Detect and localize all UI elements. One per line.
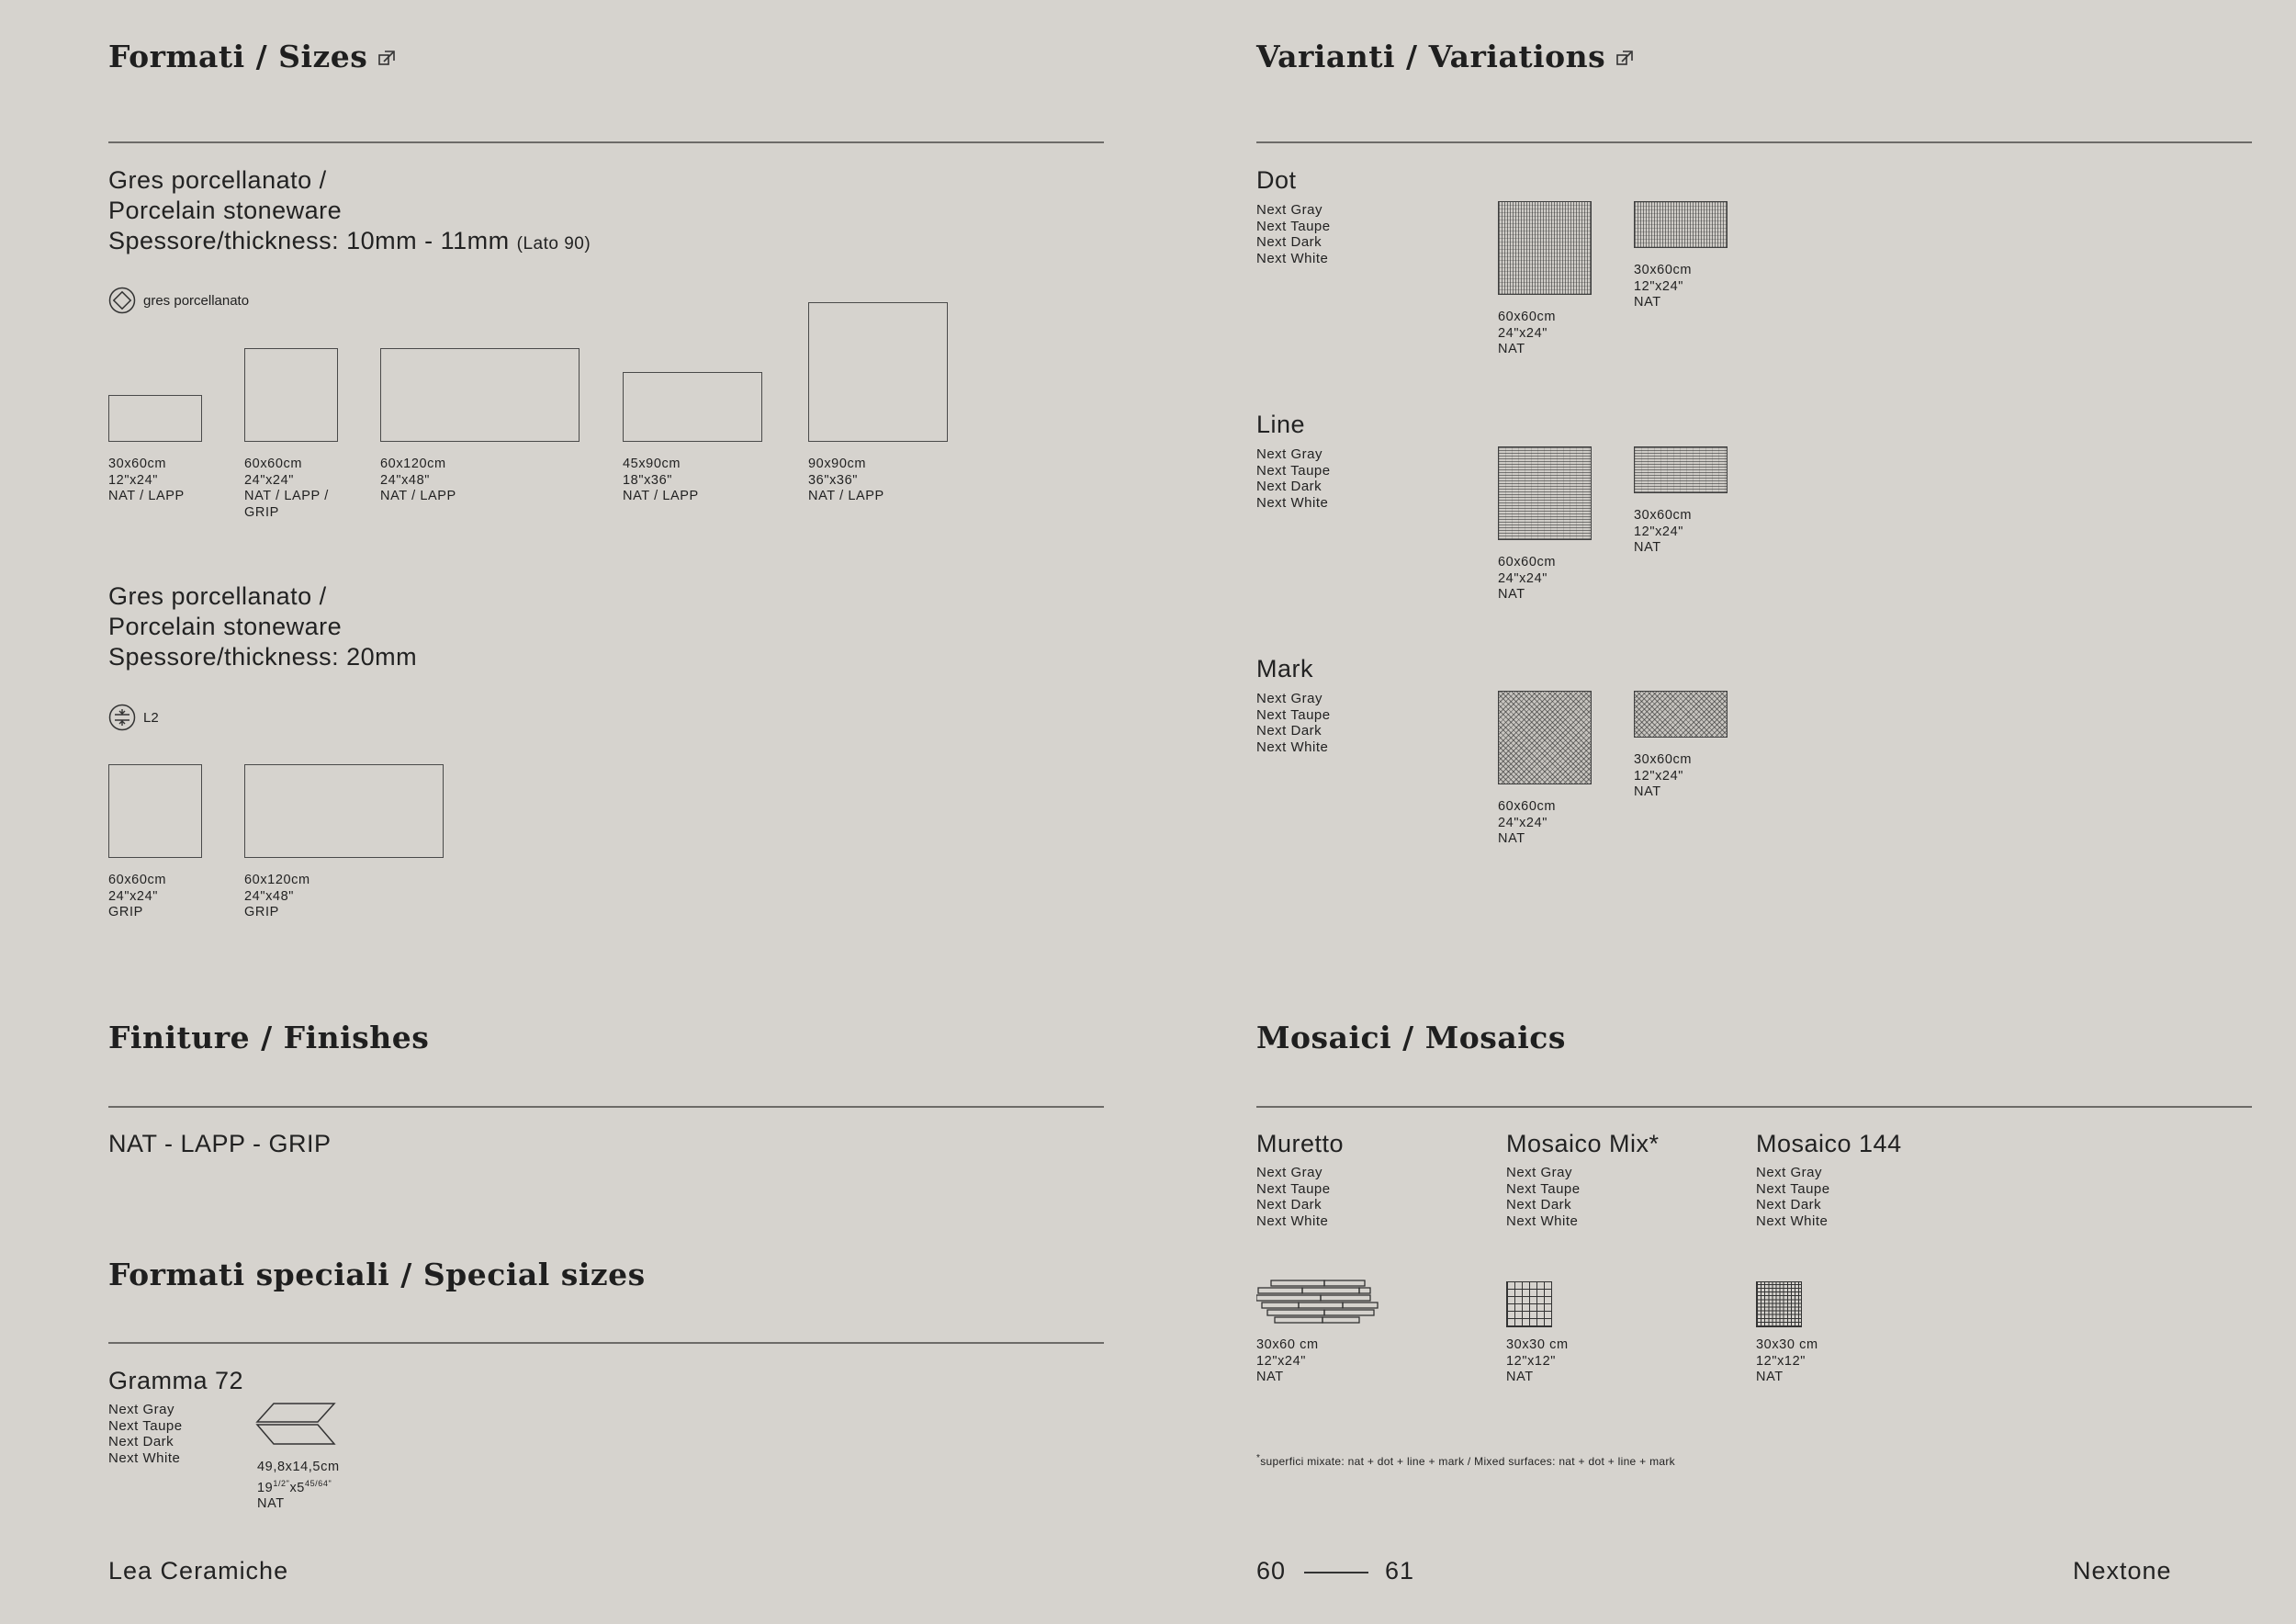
page-number-separator (1304, 1572, 1368, 1573)
badge-gres: gres porcellanato (108, 287, 249, 314)
size-box-20mm-60x120 (244, 764, 444, 858)
l2-thickness-icon (108, 704, 136, 731)
size-label-20mm-60x60: 60x60cm 24"x24" GRIP (108, 873, 167, 919)
mosaic-144-colors: Next Gray Next Taupe Next Dark Next White (1756, 1165, 1830, 1229)
variant-dot-name: Dot (1256, 166, 1297, 194)
variant-mark-colors: Next Gray Next Taupe Next Dark Next White (1256, 691, 1331, 755)
mosaic-mix-size: 30x30 cm 12"x12" NAT (1506, 1337, 1569, 1384)
dot-tile-60x60 (1498, 201, 1592, 295)
size-box-60x120 (380, 348, 580, 442)
divider (1256, 141, 2252, 143)
gramma-size: 49,8x14,5cm $19^{1/2"}x5^{45/64"}$ NAT (257, 1460, 340, 1511)
size-box-90x90 (808, 302, 948, 442)
line-size-small: 30x60cm 12"x24" NAT (1634, 508, 1693, 555)
dot-size-big: 60x60cm 24"x24" NAT (1498, 310, 1557, 356)
mosaic-mix-grid-icon (1506, 1281, 1552, 1327)
mosaic-mix-colors: Next Gray Next Taupe Next Dark Next White (1506, 1165, 1581, 1229)
mosaic-footnote: *superfici mixate: nat + dot + line + mark / Mixed surfaces: nat + dot + line + mark (1256, 1453, 1675, 1468)
mosaic-144-name: Mosaico 144 (1756, 1130, 1902, 1157)
size-label-60x120: 60x120cm 24"x48" NAT / LAPP (380, 457, 456, 503)
finishes-value: NAT - LAPP - GRIP (108, 1130, 332, 1157)
mark-size-big: 60x60cm 24"x24" NAT (1498, 799, 1557, 846)
external-link-icon[interactable] (1615, 49, 1635, 69)
size-label-30x60: 30x60cm 12"x24" NAT / LAPP (108, 457, 185, 503)
footer-collection: Nextone (2073, 1557, 2172, 1585)
variant-mark-name: Mark (1256, 655, 1313, 682)
badge-l2: L2 (108, 704, 159, 731)
line-tile-30x60 (1634, 446, 1728, 493)
divider (108, 1106, 1104, 1108)
size-box-20mm-60x60 (108, 764, 202, 858)
section-title-speciali: Formati speciali / Special sizes (108, 1257, 646, 1292)
variant-dot-colors: Next Gray Next Taupe Next Dark Next White (1256, 202, 1331, 266)
size-box-30x60 (108, 395, 202, 442)
size-label-90x90: 90x90cm 36"x36" NAT / LAPP (808, 457, 884, 503)
section-title-varianti: Varianti / Variations (1256, 39, 1635, 74)
mosaic-muretto-name: Muretto (1256, 1130, 1345, 1157)
section-title-finiture: Finiture / Finishes (108, 1020, 430, 1055)
size-label-20mm-60x120: 60x120cm 24"x48" GRIP (244, 873, 310, 919)
dot-tile-30x60 (1634, 201, 1728, 248)
line-tile-60x60 (1498, 446, 1592, 540)
block2-heading: Gres porcellanato / Porcelain stoneware Spessore/thickness: 20mm (108, 582, 418, 671)
divider (108, 1342, 1104, 1344)
section-title-formati: Formati / Sizes (108, 39, 397, 74)
mosaic-144-size: 30x30 cm 12"x12" NAT (1756, 1337, 1818, 1384)
gramma-chevron-icon (255, 1402, 338, 1448)
divider (108, 141, 1104, 143)
dot-size-small: 30x60cm 12"x24" NAT (1634, 263, 1693, 310)
size-label-45x90: 45x90cm 18"x36" NAT / LAPP (623, 457, 699, 503)
page-number-left: 60 (1256, 1557, 1287, 1585)
variant-line-name: Line (1256, 411, 1306, 438)
line-size-big: 60x60cm 24"x24" NAT (1498, 555, 1557, 602)
section-title-mosaici: Mosaici / Mosaics (1256, 1020, 1566, 1055)
divider (1256, 1106, 2252, 1108)
mark-size-small: 30x60cm 12"x24" NAT (1634, 752, 1693, 799)
muretto-pattern-icon (1256, 1280, 1379, 1329)
size-box-45x90 (623, 372, 762, 442)
block1-heading: Gres porcellanato / Porcelain stoneware Spessore/thickness: 10mm - 11mm (Lato 90) (108, 166, 591, 254)
mark-tile-60x60 (1498, 691, 1592, 784)
external-link-icon[interactable] (377, 49, 397, 69)
page-number-right: 61 (1385, 1557, 1415, 1585)
gramma-name: Gramma 72 (108, 1367, 244, 1394)
mosaic-144-grid-icon (1756, 1281, 1802, 1327)
size-label-60x60: 60x60cm 24"x24" NAT / LAPP / GRIP (244, 457, 329, 520)
mosaic-muretto-colors: Next Gray Next Taupe Next Dark Next White (1256, 1165, 1331, 1229)
porcelain-diamond-icon (108, 287, 136, 314)
mosaic-muretto-size: 30x60 cm 12"x24" NAT (1256, 1337, 1319, 1384)
variant-line-colors: Next Gray Next Taupe Next Dark Next White (1256, 446, 1331, 511)
size-box-60x60 (244, 348, 338, 442)
mark-tile-30x60 (1634, 691, 1728, 738)
footer-brand: Lea Ceramiche (108, 1557, 289, 1585)
mosaic-mix-name: Mosaico Mix* (1506, 1130, 1660, 1157)
gramma-colors: Next Gray Next Taupe Next Dark Next White (108, 1402, 183, 1466)
